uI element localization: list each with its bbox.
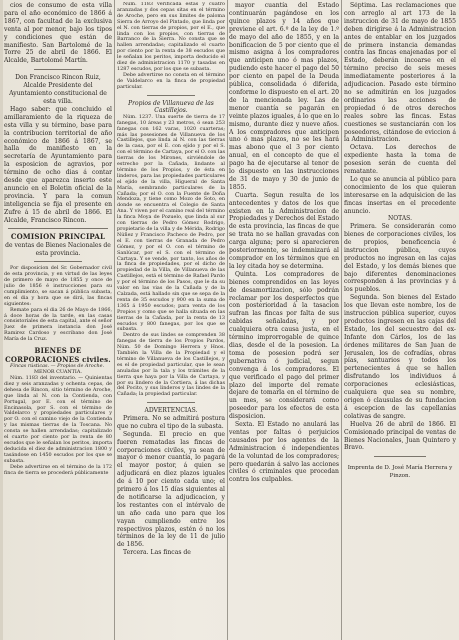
separator <box>374 456 426 457</box>
paragraph-huelva-signature: Huelva 26 de abril de 1866. El Comisionado principal de ventas de Bienes Nacionales, Juan Quintero y Bravo. <box>344 420 456 452</box>
paragraph-fincas: Fincas rústicas. — Propios de Aroche. <box>10 363 105 370</box>
column-rule <box>227 0 228 640</box>
paragraph-notas-primera: Primera. Se considerarán como bienes de corporaciones civiles, los de propios, beneficencia é instruccion pública, cuyos productos no ingresan en las cajas del Estado, y los demás bienes que bajo diferentes denominaciones corresponden á las provincias y á los pueblos. <box>344 223 456 294</box>
paragraph-consumo: cios de consumo de esta villa para el año económico de 1866 á 1867, con facultad de la exclusiva venta al por menor, bajo los tipos y condiciones que están de manifiesto. San Bartolomé de la Torre 25 de abril de 1866. El Alcalde, Bartolomé Martín. <box>4 2 112 65</box>
paragraph-segunda: Segunda. El precio en que fueren rematadas las fincas de corporaciones civiles, ya sean de mayor ó menor cuantía, lo pagará el mayor postor, á quien se adjudicará en diez plazos iguales de á 10 por ciento cada uno; el primero á los 15 días siguientes al de notificarse la adjudicacion, y los restantes con el intérvalo de un año cada uno para que los vayan cumpliendo entre los respectivos plazos, estén ó no los términos de la ley de 11 de julio de 1856. <box>117 430 225 549</box>
paragraph-mayor-cuantia: mayor cuantía del Estado continuarán pagándose en los quince plazos y 14 años que previene el art. 6.º de la ley de 1.º de mayo del año de 1855, y en la bonificacion de 5 por ciento que el mismo asigna á los compradores que anticipen uno ó mas plazos, pudiendo este hacer el pago del 50 por ciento en papel de la Deuda pública, consolidada ó diferida, conforme lo dispuesto en el art. 20 de la mencionada ley. Las de menor cuantía se pagarán en veinte plazos iguales, á lo que en lo mismo, durante diez y nueve años. A los compradores que anticipen uno ó mas plazos, no se les hará mas abono que el 3 por ciento anual, en el concepto de que el pago ha de ejecutarse al tenor de lo dispuesto en las instrucciones de 31 de mayo y 30 de junio de 1855. <box>229 2 339 191</box>
label-menor-cuantia: MENOR CUANTIA. <box>34 369 82 376</box>
paragraph-octava: Octava. Los derechos de expediente hasta la toma de posesion serán de cuenta del rematante. <box>344 144 456 176</box>
separator <box>8 228 108 229</box>
paragraph-septima: Séptima. Las reclamaciones que con arreglo al art 173 de la instruccion de 31 de mayo de 1855 deben dirigirse á la Administracion antes de entablar en los juzgados de primera instancia demandas contra las fincas enajenadas por el Estado, deberán incoarse en el término preciso de seis meses inmediatamente posteriores á la adjudicacion. Pasado este término no se admitirán en los juzgados ordinarios las acciones de propiedad ó de otros derechos reales sobre las fincas. Estas cuestiones se sustanciarán con los poseedores, citándose de eviccion á la Administracion. <box>344 2 456 144</box>
heading-francisco: Don Francisco Rincon Ruiz, Alcalde Presidente del Ayuntamiento constitucional de esta villa. <box>9 74 107 105</box>
paragraph-num-1183b: Núm. 1183 verificada estas y cuatro aranzadas y dos cepas sitas en el término de Aroche, pero en sus limites de paloma Sierra de Arroyo del Pintado, que linda por el N. con tierras de propios, por el E., que linda con los propios, con tierras de Barranco de la Sierra. No consta que se hallen arrendadas; capitalizado el cuarto por ciento por la renta de 38 escudos que le señalan los peritos, importa deducido el diez de administracion 1170 y tasadas en 1287 escudos, por los que se subasta. <box>117 2 225 72</box>
separator <box>147 402 195 403</box>
column-rule <box>114 0 115 640</box>
paragraph-num-1183: Núm. 1183 del inventario. — Quinientas diez y seis aranzadas y ochenta cepas, de dehesa de Rincon, sitio término de Aroche, que linda al N. con la Contienda, con Portugal, por E. con el término de Encinasola, por S. con el término de Valdelarco y propiedades particulares y por O. con el camino viejo de la Contienda y las mismas tierras de la Toscana. No consta se hallen arrendadas; capitalizado el cuarto por ciento por la renta de 80 escudos que le señalan los peritos, importa deducida el diez de administracion 1800 y tasándose en 1450 escudos por los que se subasta. <box>4 375 112 464</box>
separator <box>147 95 195 96</box>
paragraph-lo-que: Lo que se anuncia al público para conocimiento de los que quieran interesarse en la adquisicion de las fincas insertas en el precedente anuncio. <box>344 175 456 215</box>
column-2 <box>117 2 225 640</box>
heading-bienes: BIENES DE CORPORACIONES civiles. <box>5 346 111 364</box>
column-rule <box>341 0 342 640</box>
paragraph-disposicion: Por disposicion del Sr. Gobernador civil de esta provincia, y en virtud de las leyes de primero de mayo de 1855 y once de julio de 1856 é instrucciones para su cumplimiento, se sacan á pública subasta, en el dia y hora que se dirá, las fincas siguientes: <box>4 265 112 307</box>
paragraph-sexta: Sexta. El Estado no anulará las ventas por faltas ó perjuicios causados por los agentes de la Administracion é independientes de la voluntad de los compradores; pero quedarán á salvo las acciones civiles ó criminales que procedan contra los culpables. <box>229 421 339 484</box>
column-4 <box>344 2 456 640</box>
separator <box>34 69 82 70</box>
heading-advertencias: ADVERTENCIAS. <box>144 407 198 415</box>
paragraph-debe: Debe advertirse en el término de la 172 finca de tierra se procederá públicamente <box>4 463 112 476</box>
heading-notas: NOTAS. <box>388 215 412 223</box>
column-1 <box>4 2 112 640</box>
paragraph-remate: Remate para el dia 26 de Mayo de 1866, á doce horas de la tarde, en las casas consistoriales de esta capital, ante el señor Juez de primera instancia don José Ramirez Cardoso y escribano don José María de la Cruz. <box>4 306 112 343</box>
paragraph-tercera: Tercera. Las fincas de <box>123 549 191 557</box>
paragraph-dentro: Dentro de sus lindes se comprenden 38 fanegas de tierra de los Propios Pardos, Núm. 50 de Domingo Herrera y Hnos. También la Villa de la Propiedad y el término de Villanueva de los Castillejos, y es el de propiedad particular, que le sean anuladas por la tala y los trámites de la tierra que haya por la Villa de Cartaya, y por su lindero de la Cortiera, á las dichas del Pocito, y sus linderos y las lindes de la Cañada; la propiedad particular. <box>117 332 225 398</box>
subheading-comision: de ventas de Bienes Nacionales de esta provincia. <box>5 242 111 257</box>
column-3 <box>229 2 339 640</box>
printer-imprint: Imprenta de D. José María Herrera y Pinzon. <box>347 465 453 479</box>
paragraph-notas-segunda: Segunda. Son bienes del Estado los que llevan este nombre, los de instruccion pública superior, cuyos productos ingresen en las cajas del Estado, los del secuestro del ex-Infante don Cárlos, los de las órdenes militares de San Juan de Jerusalen, los de cofradías, obras pías, santuarios y todos los pertenecientes á que se hallen disfrutando los individuos á corporaciones eclesiásticas, cualquiera que sea su nombre, origen ó clausulas de su fundacion á escepcion de las capellanías colativas de sangre. <box>344 294 456 420</box>
paragraph-primera: Primera. No se admitirá postura que no cubra el tipo de la subasta. <box>117 414 225 430</box>
heading-comision: COMISION PRINCIPAL <box>10 232 106 242</box>
separator <box>34 261 82 262</box>
heading-propios: Propios de Villanueva de las Castillejos. <box>128 99 214 115</box>
page-edge <box>0 0 3 640</box>
paragraph-hago-saber: Hago saber: que concluido el amillaramiento de la riqueza de esta villa y su término, base para la contribucion territorial de año económico de 1866 á 1867, se halla de manifiesto en la secretaría de Ayuntamiento para la esposicion de agravios, por término de ocho dias á contar desde que aparezca inserto este anuncio en el Boletin oficial de la provincia. Y para la comun inteligencia se fija el presente en Zufre á 15 de abril de 1866. El Alcalde, Francisco Rincon. <box>4 105 112 224</box>
paragraph-num-1237: Núm. 1237. Una suerte de tierra de 17 fanegas, 10 áreas y 23 metros, ó sean 253 fanegas con 162 varas, 1020 cuarteras; más las posesiones de Villanueva de los Castillejos, que linda al N. con las tierras de la casa, por el E. con ejido y por el S. con el término de Cartaya, por el O. con las tierras de los Mirones, sirviéndole de estrecho por la Cañada, lindante al término de los Propios, y de ésta en linderos, para las propiedades particulares el ejido de la villa, Higueral de Santa María, sembrando particulares de la Cañada; por el O. con la Fuente de Doña Mendoza, y tiene como Mozo de Soto, en donde se encuentra el Colegio de Santa Ana. Y viven por el camino real del término la finca Moya de Pozuelo, que linda al sur con tierras de Pedro Gómez Rodrigo, propietario de la villa y de Mérida, Rodrigo Núñez y Francisco Pacheco de Pedro, por el E. con tierras de Granada de Pedro Gómez, y por el O. con el término de Sanlúcar, por el S. con el término de Cartaya. Y se vende, por tanto, los años de la finca de propiedades, por el dicho de propiedad de la Villa, de Villanueva de las Castillejos, está el término de Rafael Pardo y por el término de los Pasos, que le da su valor en las vias de la Cañada y de la Calzada, está hallado sin que se sepa de la renta de 35 escudos y 900 en la suma de 1365 á 1950 escudos; para venta de los Propios y como que se halla situada en las tierras de la Cañada, por la renta de 13 escudos y 800 fanegas, por los que se subasta. <box>117 113 225 333</box>
paragraph-debe-2: Debe advertirse no consta en el término de Valdelarco en la finca de propiedad particular. <box>117 71 225 90</box>
paragraph-quinta: Quinta. Los compradores de bienes comprendidos en las leyes de desamortizacion, sólo podrán reclamar por los desperfectos que con posterioridad á la tasacion sufran las fincas por falta de sus cabidas señaladas, y por cualquiera otra causa justa, en el término improrrogable de quince dias, desde el de la posesion. La toma de posesion podrá ser gubernativa ó judicial, segun convenga á los compradores. El que verificado el pago del primer plazo del importe del remate dejare de tomarla en el término de un mes, se considerará como poseedor para los efectos de esta disposicion. <box>229 270 339 421</box>
paragraph-cuarta: Cuarta. Segun resulta de los antecedentes y datos de los que existen en la Administracion de Propiedades y Derechos del Estado de esta provincia, las fincas de que se trata no se hallan gravadas con carga alguna; pero si aparecieren posteriormente, se indemnizará al comprador en los términos que en la ley citada hoy se determina. <box>229 191 339 270</box>
